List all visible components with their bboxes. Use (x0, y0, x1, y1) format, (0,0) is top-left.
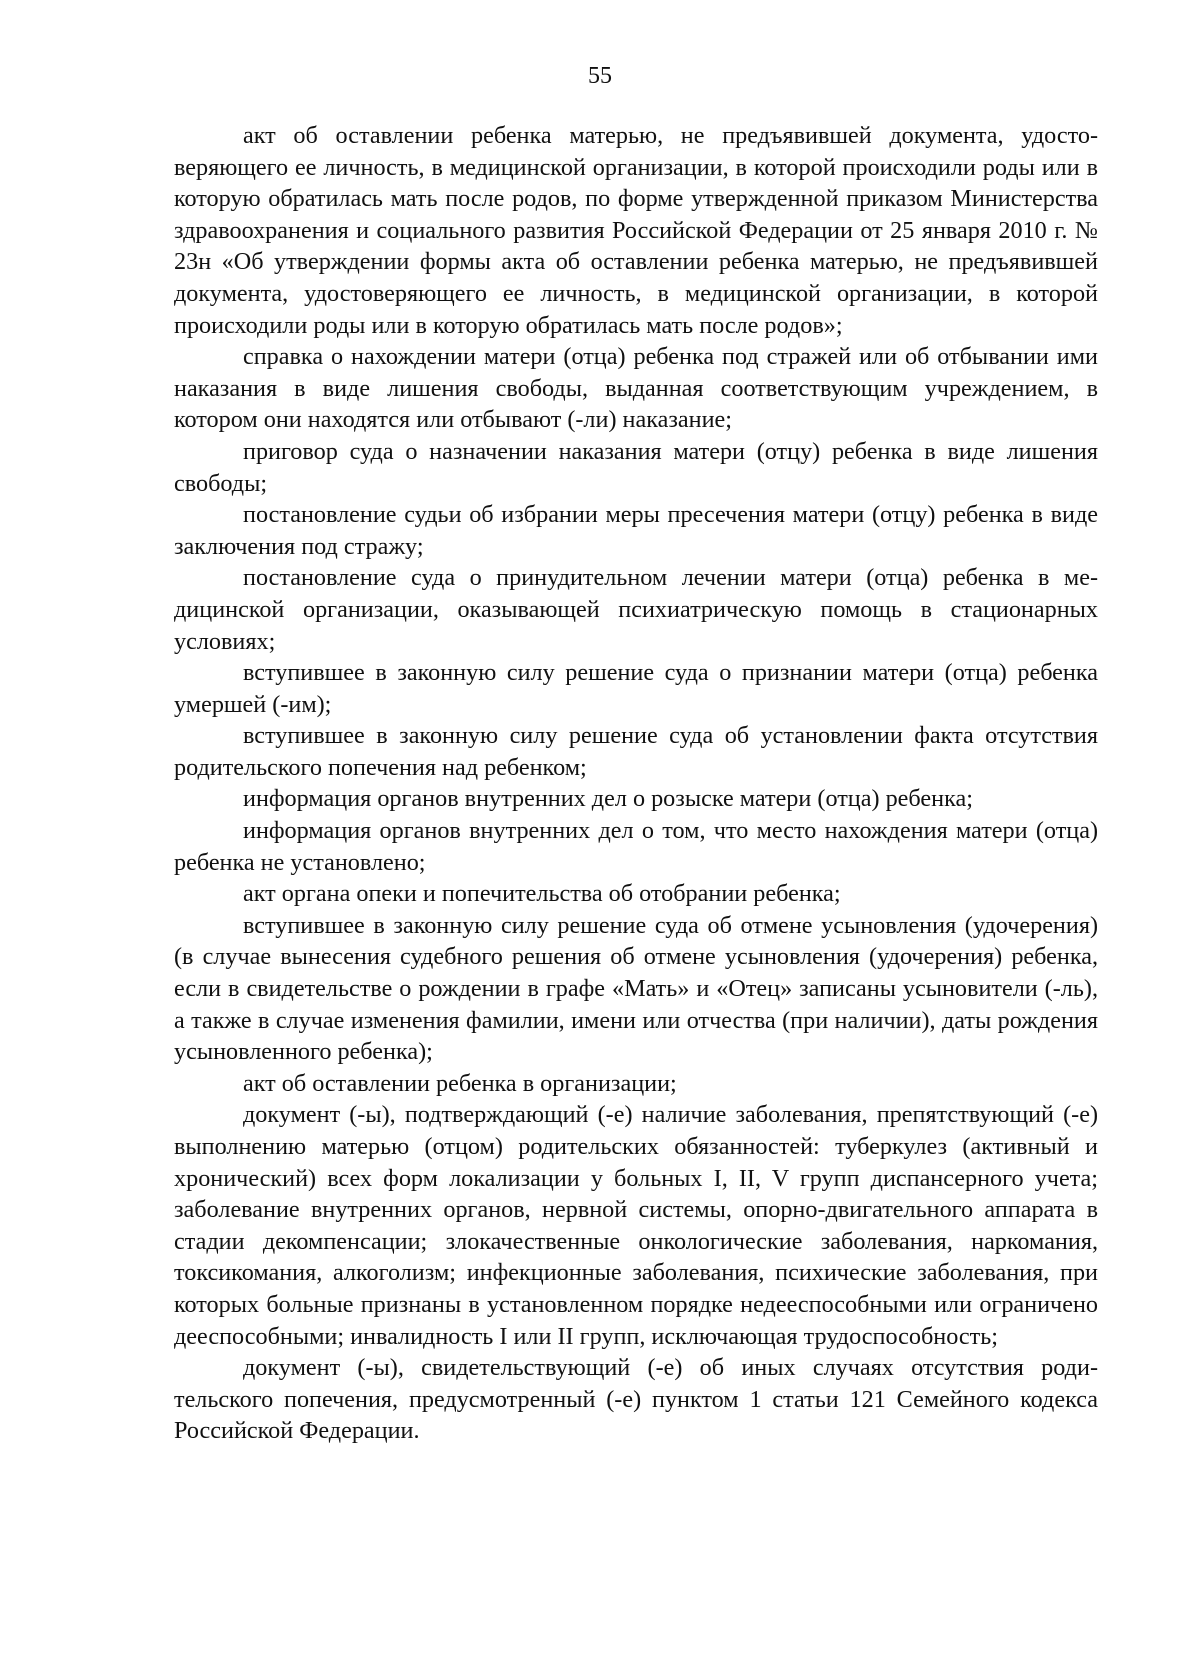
paragraph-adoption-cancellation: вступившее в законную силу решение суда об отмене усыновления (удочерения) (в случае вынесения судебного решения об отмене усыновления (удочерения) ребенка, если в свидетельстве о рождении в графе «Мать» и «Отец» записаны усыновители (-ль), а также в случае изменения фамилии, имени или отчества (при наличии), даты рождения усыновленного ребенка); (174, 911, 1098, 1066)
paragraph-removal-act: акт органа опеки и попечительства об отобрании ребенка; (243, 880, 841, 908)
paragraph-compulsory-treatment: постановление суда о принудительном лечении матери (отца) ребенка в медицинской организации, оказывающей психиатрическую помощь в стационарных условиях; (174, 564, 1098, 655)
paragraph-court-sentence: приговор суда о назначении наказания матери (отцу) ребенка в виде лишения свободы; (174, 437, 1098, 497)
document-body (174, 120, 1098, 1447)
paragraph-police-unknown-location: информация органов внутренних дел о том, что место нахождения матери (отца) ребенка не установлено; (174, 817, 1098, 876)
paragraph-detention-order: постановление судьи об избрании меры пресечения матери (отцу) ребенка в виде заключения под стражу; (174, 501, 1098, 560)
page-number: 55 (588, 63, 612, 89)
paragraph-other-cases: документ (-ы), свидетельствующий (-е) об иных случаях отсутствия родительского попечения, предусмотренный (-е) пунктом 1 статьи 121 Семейного кодекса Российской Федерации. (174, 1354, 1098, 1445)
paragraph-illness-documents: документ (-ы), подтверждающий (-е) наличие заболевания, препятствующий (-е) выполнению матерью (отцом) родительских обязанностей: туберкулез (активный и хронический) всех форм локализации у больных I, II, V групп диспансерного учета; заболевание внутренних органов, нервной системы, опорно-двигательного аппарата в стадии декомпенсации; злокачественные онкологические заболевания, наркомания, токсикомания, алкоголизм; инфекционные заболевания, психические заболевания, при которых больные признаны в установленном порядке недееспособными или ограничено дееспособными; инвалидность I или II групп, исключающая трудоспособность; (174, 1101, 1098, 1350)
paragraph-custody-certificate: справка о нахождении матери (отца) ребенка под стражей или об отбывании ими наказания в виде лишения свободы, выданная соответствующим учреждением, в котором они находятся или отбывают (-ли) наказание; (174, 343, 1098, 434)
paragraph-organization-abandonment: акт об оставлении ребенка в организации; (243, 1069, 677, 1097)
paragraph-death-declaration: вступившее в законную силу решение суда о признании матери (отца) ребенка умершей (-им); (174, 659, 1098, 718)
paragraph-abandonment-act: акт об оставлении ребенка матерью, не предъявившей документа, удостоверяющего ее личность, в медицинской организации, в которой происходили роды или в которую обратилась мать после родов, по форме утвержденной приказом Министерства здравоохранения и социального развития Российской Федерации от 25 января 2010 г. № 23н «Об утверждении формы акта об оставлении ребенка матерью, не предъявившей документа, удостоверяющего ее личность, в медицинской организации, в которой происходили роды или в которую обратилась мать после родов»; (174, 122, 1098, 339)
paragraph-lack-of-care-ruling: вступившее в законную силу решение суда об установлении факта отсутствия родительского попечения над ребенком; (174, 722, 1098, 781)
paragraph-police-search: информация органов внутренних дел о розыске матери (отца) ребенка; (243, 785, 973, 813)
